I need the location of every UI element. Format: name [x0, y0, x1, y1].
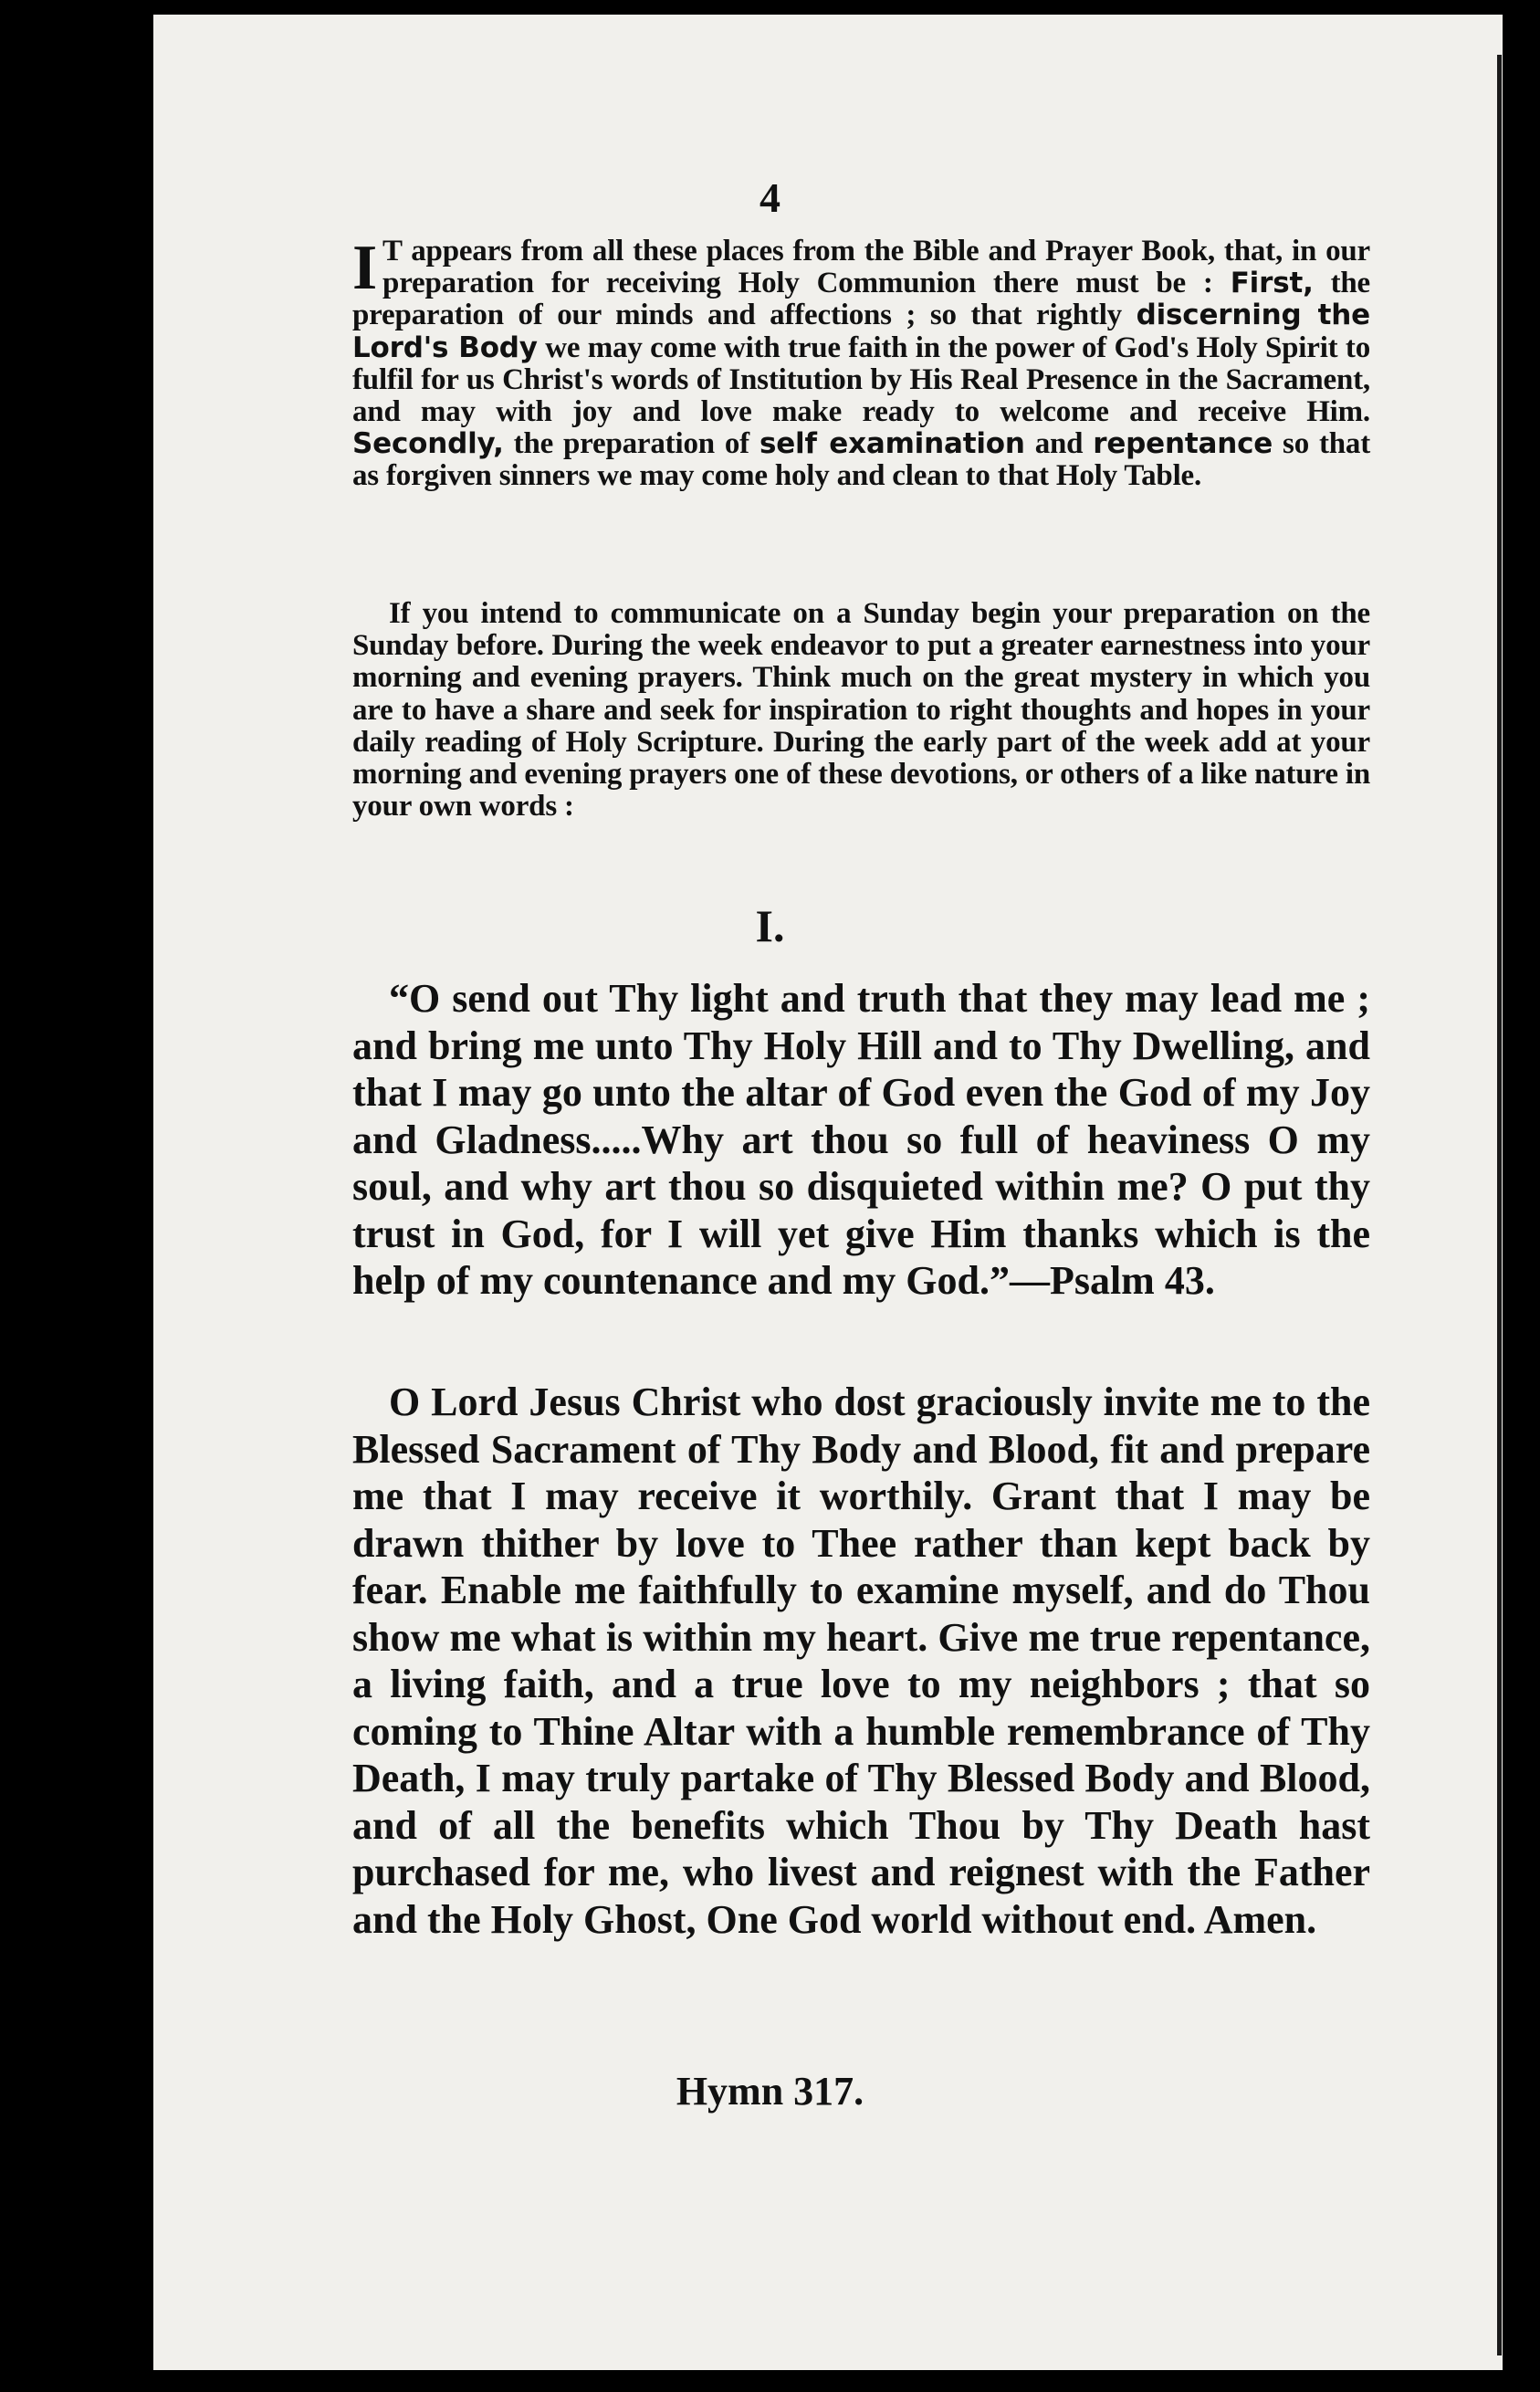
intro-text-5: and: [1024, 427, 1094, 461]
drop-cap: I: [352, 233, 378, 303]
emphasis-secondly: Secondly,: [352, 427, 504, 461]
instructions-paragraph: [352, 598, 1370, 823]
instructions-text: If you intend to communicate on a Sunday begin your preparation on the Sunday before. During the week endeavor to put a greater earnestness into your morning and evening prayers. Think much on the great mystery in which you are to have a share and seek for inspiration to right thoughts and hopes in your daily reading of Holy Scripture. During the early part of the week add at your morning and evening prayers one of these devotions, or others of a like nature in your own words :: [352, 597, 1370, 824]
intro-paragraph: [352, 233, 1371, 493]
section-heading: I.: [755, 900, 785, 951]
intro-text-3: we may come with true faith in the power of God's Holy Spirit to fulfil for us Christ's words of Institution by His Real Presence in the Sacrament, and may with joy and love make ready to welcome and receive Him.: [352, 330, 1371, 429]
hymn-reference: Hymn 317.: [676, 2069, 864, 2114]
page-number: 4: [760, 174, 780, 221]
emphasis-discerning: discerning the Lord's Body: [352, 299, 1370, 364]
intro-text-1: T appears from all these places from the Bible and Prayer Book, that, in our preparation for receiving Holy Communion there must be :: [382, 235, 1370, 300]
psalm-quotation: [352, 975, 1370, 1305]
psalm-text: “O send out Thy light and truth that they may lead me ; and bring me unto Thy Holy Hill and to Thy Dwelling, and that I may go unto the altar of God even the God of my Joy and Gladness.....Why art thou so full of heaviness O my soul, and why art thou so disquieted within me? O put thy trust in God, for I will yet give Him thanks which is the help of my countenance and my God.”—Psalm 43.: [352, 976, 1370, 1303]
intro-text-4: the preparation of: [503, 427, 760, 461]
intro-text-6: so that as forgiven sinners we may come holy and clean to that Holy Table.: [352, 427, 1370, 493]
intro-text-2: the preparation of our minds and affections ; so that rightly: [352, 267, 1371, 332]
prayer-text: O Lord Jesus Christ who dost graciously invite me to the Blessed Sacrament of Thy Body and Blood, fit and prepare me that I may receive it worthily. Grant that I may be drawn thither by love to Thee rather than kept back by fear. Enable me faithfully to examine myself, and do Thou show me what is within my heart. Give me true repentance, a living faith, and a true love to my neighbors ; that so coming to Thine Altar with a humble remembrance of Thy Death, I may truly partake of Thy Blessed Body and Blood, and of all the benefits which Thou by Thy Death hast purchased for me, who livest and reignest with the Father and the Holy Ghost, One God world without end. Amen.: [352, 1380, 1370, 1942]
page-fold-shadow: [1497, 55, 1502, 2355]
emphasis-first: First,: [1230, 267, 1314, 300]
prayer-paragraph: [352, 1379, 1370, 1943]
emphasis-self-examination: self examination: [759, 427, 1025, 461]
emphasis-repentance: repentance: [1093, 427, 1273, 461]
